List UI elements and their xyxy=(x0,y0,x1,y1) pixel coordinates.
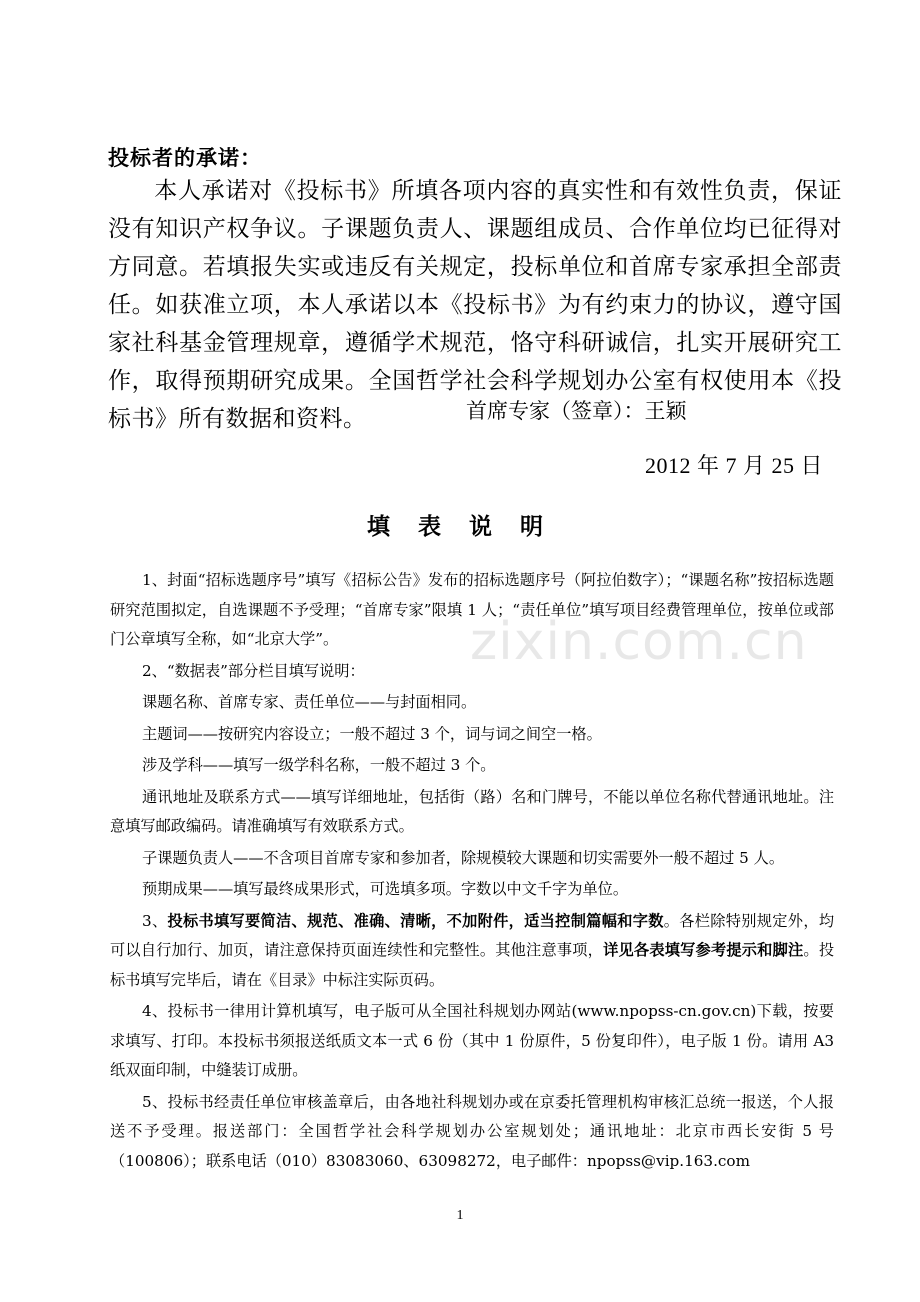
instruction-paragraph: 4、投标书一律用计算机填写，电子版可从全国社科规划办网站(www.npopss-cn.gov.cn)下载，按要求填写、打印。本投标书须报送纸质文本一式 6 份（其中 1 份原件，5 份复印件），电子版 1 份。请用 A3 纸双面印制，中缝装订成册。 xyxy=(110,1002,834,1079)
instruction-paragraph: 涉及学科——填写一级学科名称，一般不超过 3 个。 xyxy=(142,756,496,774)
instruction-text: 。投标书填写完毕后，请在《目录》中标注实际页码。 xyxy=(110,941,835,989)
instruction-number: 3、 xyxy=(142,911,168,930)
instruction-paragraph: 1、封面“招标选题序号”填写《招标公告》发布的招标选题序号（阿拉伯数字）；“课题名称”按招标选题研究范围拟定，自选课题不予受理；“首席专家”限填 1 人；“责任单位”填写项目经费管理单位，按单位或部门公章填写全称，如“北京大学”。 xyxy=(110,571,834,648)
instruction-paragraph xyxy=(110,907,834,996)
instruction-paragraph: 预期成果——填写最终成果形式，可选填多项。字数以中文千字为单位。 xyxy=(142,880,628,898)
instructions-title: 填表说明 xyxy=(367,513,571,540)
instruction-emphasis: 投标书填写要简洁、规范、准确、清晰，不加附件，适当控制篇幅和字数 xyxy=(167,911,664,930)
instruction-paragraph: 主题词——按研究内容设立；一般不超过 3 个，词与词之间空一格。 xyxy=(142,724,602,743)
commitment-heading: 投标者的承诺： xyxy=(108,146,262,170)
instruction-paragraph: 课题名称、首席专家、责任单位——与封面相同。 xyxy=(142,693,477,711)
instruction-paragraph: 子课题负责人——不含项目首席专家和参加者，除规模较大课题和切实需要外一般不超过 5 人。 xyxy=(142,848,785,867)
commitment-text: 本人承诺对《投标书》所填各项内容的真实性和有效性负责，保证没有知识产权争议。子课题负责人、课题组成员、合作单位均已征得对方同意。若填报失实或违反有关规定，投标单位和首席专家承担全部责任。如获准立项，本人承诺以本《投标书》为有约束力的协议，遵守国家社科基金管理规章，遵循学术规范，恪守科研诚信，扎实开展研究工作，取得预期研究成果。全国哲学社会科学规划办公室有权使用本《投标书》所有数据和资料。 xyxy=(108,178,842,432)
page-number: 1 xyxy=(456,1208,464,1223)
instruction-text: 。各栏除特别规定外，均可以自行加行、加页，请注意保持页面连续性和完整性。其他注意事项， xyxy=(110,911,835,959)
signature-date: 2012 年 7 月 25 日 xyxy=(645,453,824,478)
instruction-paragraph: 5、投标书经责任单位审核盖章后，由各地社科规划办或在京委托管理机构审核汇总统一报送，个人报送不予受理。报送部门：全国哲学社会科学规划办公室规划处；通讯地址：北京市西长安街 5 号（100806）；联系电话（010）83083060、63098272，电子邮件：npopss@vip.163.com xyxy=(110,1092,834,1170)
instruction-paragraph: 通讯地址及联系方式——填写详细地址，包括街（路）名和门牌号，不能以单位名称代替通讯地址。注意填写邮政编码。请准确填写有效联系方式。 xyxy=(110,787,834,835)
instruction-paragraph: 2、“数据表”部分栏目填写说明： xyxy=(142,661,365,680)
instructions-body xyxy=(110,566,834,1176)
instruction-emphasis: 详见各表填写参考提示和脚注 xyxy=(603,941,804,959)
watermark: zixin.com.cn xyxy=(470,612,808,672)
chief-expert-signature: 首席专家（签章）：王颖 xyxy=(466,399,687,423)
